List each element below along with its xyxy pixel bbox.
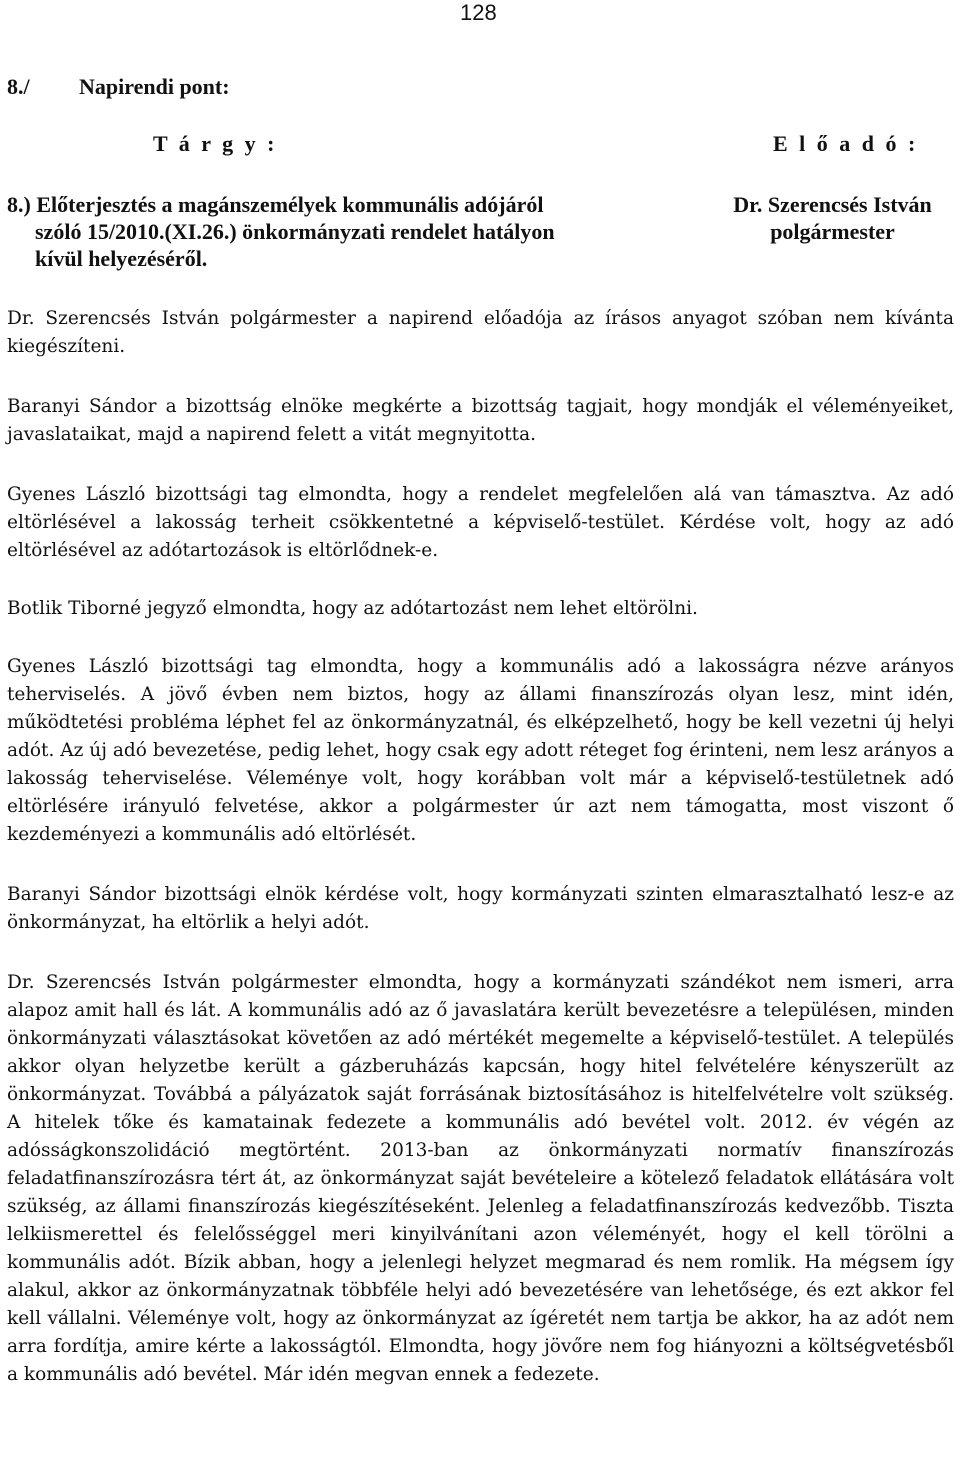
subject-line-2: szóló 15/2010.(XI.26.) önkormányzati rendelet hatályon: [35, 219, 555, 244]
paragraph-chair-opens-debate: Baranyi Sándor a bizottság elnöke megkérte a bizottság tagjait, hogy mondják el véleményeiket, javaslataikat, majd a napirend felett a vitát megnyitotta.: [7, 396, 954, 445]
presenter-name: Dr. Szerencsés István: [733, 192, 932, 217]
agenda-presenter: [690, 191, 960, 245]
minutes-body: [7, 305, 954, 1421]
paragraph-intro: Dr. Szerencsés István polgármester a napirend előadója az írásos anyagot szóban nem kívánta kiegészíteni.: [7, 308, 954, 357]
subject-column-label: T á r g y :: [153, 131, 278, 156]
presenter-title: polgármester: [770, 219, 895, 244]
paragraph-mayor-answer: Dr. Szerencsés István polgármester elmondta, hogy a kormányzati szándékot nem ismeri, arra alapoz amit hall és lát. A kommunális adó az ő javaslatára került bevezetésre a településen, minden önkormányzati választásokat követően az adó mértékét megemelte a képviselő-testület. A település akkor olyan helyzetbe került a gázberuházás kapcsán, hogy hitel felvételére kényszerült az önkormányzat. Továbbá a pályázatok saját forrásának biztosításához is hitelfelvételre volt szükség. A hitelek tőke és kamatainak fedezete a kommunális adó bevétel volt. 2012. év végén az adósságkonszolidáció megtörtént. 2013-ban az önkormányzati normatív finanszírozás feladatfinanszírozásra tért át, az önkormányzat saját bevételeire a kötelező feladatok ellátására volt szükség, az állami finanszírozás kiegészítéseként. Jelenleg a feladatfinanszírozás kedvezőbb. Tiszta lelkiismerettel és felelősséggel meri kinyilvánítani azon véleményét, hogy el kell törölni a kommunális adót. Bízik abban, hogy a jelenlegi helyzet megmarad és nem romlik. Ha mégsem így alakul, akkor az önkormányzatnak többféle helyi adó bevezetésére van lehetősége, és ezt akkor fel kell vállalni. Véleménye volt, hogy az önkormányzat az ígéretét nem tartja be akkor, ha az adót nem arra fordítja, amire kérte a lakosságtól. Elmondta, hogy jövőre nem fog hiányozni a költségvetésből a kommunális adó bevétel. Már idén megvan ennek a fedezete.: [7, 972, 954, 1385]
paragraph-notary-answer: Botlik Tiborné jegyző elmondta, hogy az adótartozást nem lehet eltörölni.: [7, 598, 698, 619]
subject-line-3: kívül helyezéséről.: [35, 246, 208, 271]
paragraph-gyenes-question: Gyenes László bizottsági tag elmondta, hogy a rendelet megfelelően alá van támasztva. Az adó eltörlésével a lakosság terheit csökkentetné a képviselő-testület. Kérdése volt, hogy az adó eltörlésével az adótartozások is eltörlődnek-e.: [7, 484, 954, 561]
agenda-subject: [7, 191, 667, 272]
paragraph-baranyi-question: Baranyi Sándor bizottsági elnök kérdése volt, hogy kormányzati szinten elmarasztalható lesz-e az önkormányzat, ha eltörlik a helyi adót.: [7, 884, 954, 933]
presenter-column-label: E l ő a d ó :: [773, 131, 919, 156]
agenda-number: 8./: [7, 74, 30, 99]
page-number: 128: [460, 0, 497, 25]
paragraph-gyenes-opinion: Gyenes László bizottsági tag elmondta, hogy a kommunális adó a lakosságra nézve arányos teherviselés. A jövő évben nem biztos, hogy az állami finanszírozás olyan lesz, mint idén, működtetési probléma léphet fel az önkormányzatnál, és elképzelhető, hogy be kell vezetni új helyi adót. Az új adó bevezetése, pedig lehet, hogy csak egy adott réteget fog érinteni, nem lesz arányos a lakosság teherviselése. Véleménye volt, hogy korábban volt már a képviselő-testületnek adó eltörlésére irányuló felvetése, akkor a polgármester úr azt nem támogatta, most viszont ő kezdeményezi a kommunális adó eltörlését.: [7, 656, 954, 845]
agenda-heading: [7, 73, 230, 101]
agenda-label: Napirendi pont:: [79, 74, 230, 99]
subject-line-1: 8.) Előterjesztés a magánszemélyek kommunális adójáról: [7, 192, 544, 217]
